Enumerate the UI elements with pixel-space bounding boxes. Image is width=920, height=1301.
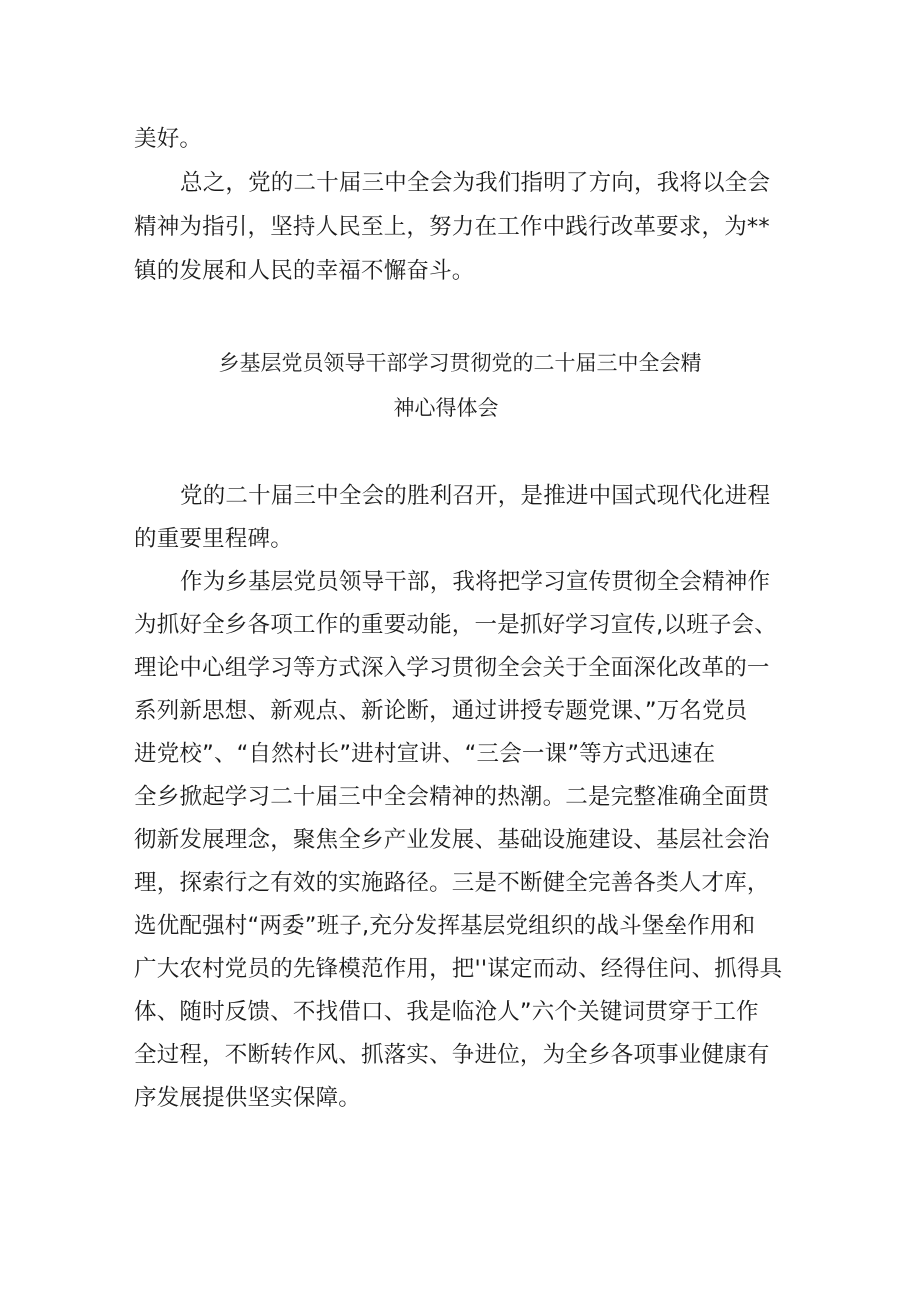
body-line-4: 为抓好全乡各项工作的重要动能，一是抓好学习宣传,以班子会、 — [134, 612, 777, 638]
article-title-line-1: 乡基层党员领导干部学习贯彻党的二十届三中全会精 — [218, 351, 702, 375]
body-line-14: 全过程，不断转作风、抓落实、争进位，为全乡各项事业健康有 — [134, 1042, 770, 1068]
article-title-line-2: 神心得体会 — [393, 396, 499, 420]
body-line-12: 广大农村党员的先锋模范作用，把''谋定而动、经得住问、抓得具 — [134, 956, 783, 982]
intro-line-4: 镇的发展和人民的幸福不懈奋斗。 — [134, 258, 475, 284]
body-line-3: 作为乡基层党员领导干部，我将把学习宣传贯彻全会精神作 — [180, 569, 771, 595]
intro-line-2: 总之，党的二十届三中全会为我们指明了方向，我将以全会 — [180, 170, 771, 196]
body-line-2: 的重要里程碑。 — [134, 526, 293, 552]
body-line-1: 党的二十届三中全会的胜利召开，是推进中国式现代化进程 — [180, 483, 771, 509]
body-line-6: 系列新思想、新观点、新论断，通过讲授专题党课、”万名党员 — [134, 698, 748, 724]
body-line-8: 全乡掀起学习二十届三中全会精神的热潮。二是完整准确全面贯 — [134, 784, 770, 810]
body-line-5: 理论中心组学习等方式深入学习贯彻全会关于全面深化改革的一 — [134, 655, 770, 681]
body-line-11: 选优配强村“两委”班子,充分发挥基层党组织的战斗堡垒作用和 — [134, 913, 756, 939]
body-line-15: 序发展提供坚实保障。 — [134, 1085, 362, 1111]
intro-line-3: 精神为指引，坚持人民至上，努力在工作中践行改革要求，为** — [134, 214, 770, 240]
body-line-9: 彻新发展理念，聚焦全乡产业发展、基础设施建设、基层社会治 — [134, 827, 770, 853]
body-line-7: 进党校”、“自然村长”进村宣讲、“三会一课”等方式迅速在 — [134, 741, 716, 767]
intro-line-1: 美好。 — [134, 126, 203, 152]
body-line-13: 体、随时反馈、不找借口、我是临沧人”六个关键词贯穿于工作 — [134, 999, 759, 1025]
body-line-10: 理，探索行之有效的实施路径。三是不断健全完善各类人才库， — [134, 870, 770, 896]
